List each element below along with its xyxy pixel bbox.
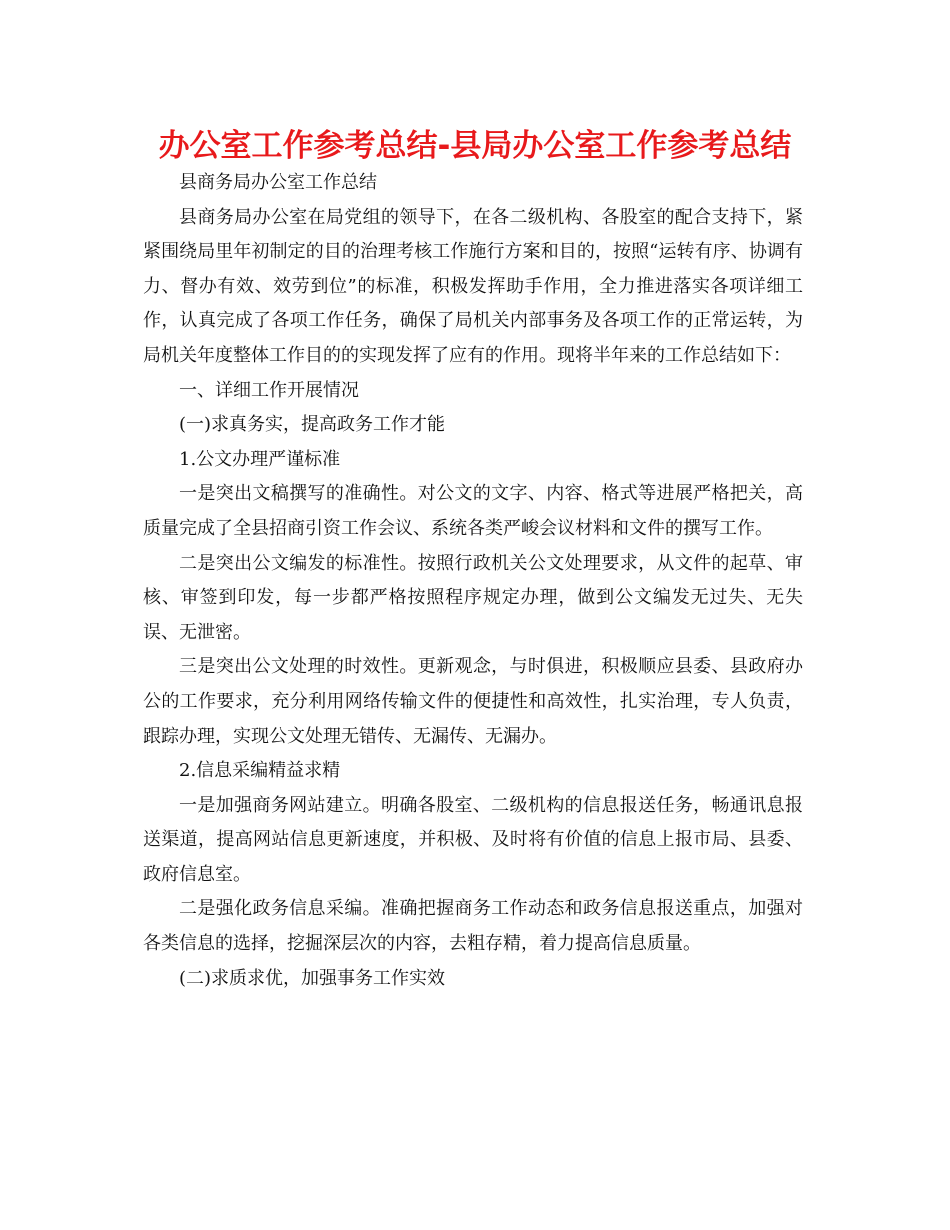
subsection-heading-1: (一)求真务实，提高政务工作才能 [179, 414, 446, 436]
document-title: 办公室工作参考总结-县局办公室工作参考总结 [158, 128, 792, 164]
item-heading-2: 2.信息采编精益求精 [179, 760, 341, 782]
item-heading-1: 1.公文办理严谨标准 [179, 448, 341, 470]
subsection-heading-2: (二)求质求优，加强事务工作实效 [179, 967, 446, 989]
paragraph: 三是突出公文处理的时效性。更新观念，与时俱进，积极顺应县委、县政府办公的工作要求，充分利用网络传输文件的便捷性和高效性，扎实治理，专人负责，跟踪办理，实现公文处理无错传、无漏传、无漏办。 [143, 656, 803, 747]
document-body [143, 166, 803, 996]
paragraph: 二是强化政务信息采编。准确把握商务工作动态和政务信息报送重点，加强对各类信息的选择，挖掘深层次的内容，去粗存精，着力提高信息质量。 [143, 898, 803, 955]
paragraph: 一是突出文稿撰写的准确性。对公文的文字、内容、格式等进展严格把关，高质量完成了全县招商引资工作会议、系统各类严峻会议材料和文件的撰写工作。 [143, 483, 803, 539]
paragraph-subtitle: 县商务局办公室工作总结 [179, 172, 377, 193]
section-heading-1: 一、详细工作开展情况 [179, 379, 359, 401]
paragraph: 二是突出公文编发的标准性。按照行政机关公文处理要求，从文件的起草、审核、审签到印发，每一步都严格按照程序规定办理，做到公文编发无过失、无失误、无泄密。 [143, 552, 803, 643]
paragraph: 一是加强商务网站建立。明确各股室、二级机构的信息报送任务，畅通讯息报送渠道，提高网站信息更新速度，并积极、及时将有价值的信息上报市局、县委、政府信息室。 [143, 794, 803, 885]
paragraph-intro: 县商务局办公室在局党组的领导下，在各二级机构、各股室的配合支持下，紧紧围绕局里年初制定的目的治理考核工作施行方案和目的，按照“运转有序、协调有力、督办有效、效劳到位”的标准，积极发挥助手作用，全力推进落实各项详细工作，认真完成了各项工作任务，确保了局机关内部事务及各项工作的正常运转，为局机关年度整体工作目的的实现发挥了应有的作用。现将半年来的工作总结如下： [143, 206, 803, 366]
